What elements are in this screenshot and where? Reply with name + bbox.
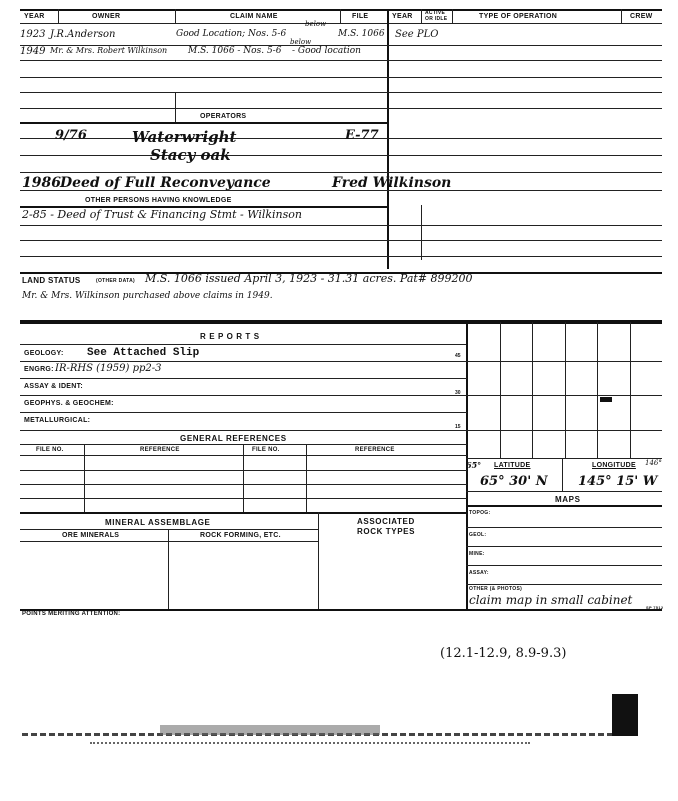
row-line [387, 60, 662, 61]
row-line [466, 546, 662, 547]
owner-row-2-owner: Mr. & Mrs. Robert Wilkinson [50, 46, 168, 55]
header-bottom-line [20, 23, 662, 24]
points-meriting-label: POINTS MERITING ATTENTION: [22, 611, 121, 617]
row-line [20, 430, 467, 431]
grid-line [466, 430, 662, 431]
gr-col-ref1: REFERENCE [140, 447, 180, 453]
row-line [20, 77, 662, 78]
grid-line [466, 361, 662, 362]
col-divider [243, 444, 244, 512]
owner-row-2-claim: M.S. 1066 - Nos. 5-6 [188, 46, 282, 56]
row-line [466, 565, 662, 566]
row-line [20, 344, 467, 345]
gr-col-file2: FILE NO. [252, 447, 280, 453]
row-line [20, 240, 662, 241]
report-geology-num: 45 [455, 353, 461, 359]
row-line [20, 378, 467, 379]
form-number: SP 7512 [646, 605, 664, 610]
operator-ref: E-77 [345, 128, 379, 143]
col-divider [58, 9, 59, 23]
col-divider [421, 9, 422, 23]
grid-col [562, 458, 563, 491]
header-type-of-operation: TYPE OF OPERATION [479, 13, 558, 20]
other-persons-entry: 2-85 - Deed of Trust & Financing Stmt - Wilkinson [22, 208, 302, 221]
report-geophys-label: GEOPHYS. & GEOCHEM: [24, 400, 114, 407]
longitude-label: LONGITUDE [592, 462, 636, 469]
grid-col [500, 322, 501, 458]
land-status-small-label: (OTHER DATA) [96, 278, 135, 284]
report-engrg-label: ENGRG: [24, 366, 54, 373]
grid-location-marker [600, 397, 612, 402]
rock-forming-label: ROCK FORMING, ETC. [200, 532, 281, 539]
other-persons-label: OTHER PERSONS HAVING KNOWLEDGE [85, 197, 232, 204]
owner-row-2-note: below [290, 38, 312, 46]
ore-minerals-label: ORE MINERALS [62, 532, 120, 539]
mineral-title: MINERAL ASSEMBLAGE [105, 518, 211, 527]
row-line [20, 172, 662, 173]
grid-line [466, 395, 662, 396]
owner-row-1-year: 1923 [20, 29, 46, 40]
gr-col-ref2: REFERENCE [355, 447, 395, 453]
maps-other-value: claim map in small cabinet [469, 593, 633, 607]
longitude-value: 145° 15' W [578, 474, 658, 489]
maps-topog: TOPOG: [469, 510, 491, 516]
row-line [466, 527, 662, 528]
col-divider [175, 9, 176, 23]
operator-name2: Stacy oak [150, 146, 231, 164]
owner-row-1-owner: J.R.Anderson [50, 29, 116, 40]
report-metallurgical-label: METALLURGICAL: [24, 417, 91, 424]
row-line [387, 45, 662, 46]
gr-col-file1: FILE NO. [36, 447, 64, 453]
reports-title: R E P O R T S [200, 332, 260, 341]
col-divider-main [387, 9, 389, 269]
grid-line [466, 491, 662, 492]
latitude-value: 65° 30' N [480, 474, 548, 489]
rock-types-label: ROCK TYPES [357, 527, 416, 536]
operators-label: OPERATORS [200, 113, 247, 120]
scan-noise-block [612, 694, 638, 736]
deed-text: Deed of Full Reconveyance [60, 175, 271, 191]
header-claim-name: CLAIM NAME [230, 13, 278, 20]
owner-row-1-claim: Good Location; Nos. 5-6 [176, 29, 287, 39]
grid-col [630, 322, 631, 458]
owner-row-2-ref: - Good location [292, 46, 361, 56]
row-line [20, 138, 662, 139]
grid-line [466, 458, 662, 459]
report-geology-value: See Attached Slip [87, 347, 200, 359]
col-divider [175, 92, 176, 122]
owner-row-1-note: below [305, 20, 327, 28]
land-status-label: LAND STATUS [22, 276, 81, 285]
row-line [20, 108, 662, 109]
scan-noise-band [90, 742, 530, 744]
scan-noise-band [160, 725, 380, 735]
row-line [466, 584, 662, 585]
owner-row-1-extra: See PLO [395, 29, 439, 40]
col-divider [306, 444, 307, 512]
grid-col [597, 322, 598, 458]
report-metallurgical-num: 15 [455, 424, 461, 430]
col-divider [168, 529, 169, 609]
header-active-idle: ACTIVE OR IDLE [425, 10, 448, 22]
maps-other: OTHER (& PHOTOS) [469, 586, 523, 592]
land-status-line2: Mr. & Mrs. Wilkinson purchased above claims in 1949. [22, 291, 273, 301]
row-line [20, 395, 467, 396]
col-divider [318, 512, 319, 609]
operators-line [20, 122, 387, 124]
col-divider [84, 444, 85, 512]
grid-col [532, 322, 533, 458]
maps-label: MAPS [555, 495, 581, 504]
associated-label: ASSOCIATED [357, 517, 415, 526]
longitude-suffix: 146° [645, 459, 662, 467]
maps-line [466, 505, 662, 507]
operator-date: 9/76 [55, 128, 87, 143]
owner-row-2-year: 1949 [20, 46, 46, 57]
latitude-label: LATITUDE [494, 462, 531, 469]
row-line [20, 412, 467, 413]
header-crew: CREW [630, 13, 653, 20]
owner-row-1-ref: M.S. 1066 [338, 29, 385, 39]
report-geology-label: GEOLOGY: [24, 350, 64, 357]
row-line [20, 361, 467, 362]
row-line [20, 225, 662, 226]
footer-coords: (12.1-12.9, 8.9-9.3) [440, 646, 567, 661]
header-year: YEAR [24, 13, 45, 20]
maps-geol: GEOL: [469, 532, 487, 538]
row-line [20, 541, 318, 542]
land-status-line1: M.S. 1066 issued April 3, 1923 - 31.31 acres. Pat# 899200 [145, 272, 473, 285]
header-owner: OWNER [92, 13, 121, 20]
report-assay-num: 30 [455, 390, 461, 396]
header-year2: YEAR [392, 13, 413, 20]
report-engrg-value: IR-RHS (1959) pp2-3 [55, 363, 162, 374]
report-assay-label: ASSAY & IDENT: [24, 383, 84, 390]
col-divider [452, 9, 453, 23]
maps-assay: ASSAY: [469, 570, 489, 576]
row-line [20, 256, 662, 257]
operator-name: Waterwright [132, 128, 237, 146]
header-file: FILE [352, 13, 369, 20]
col-divider [621, 9, 622, 23]
col-divider [421, 205, 422, 260]
deed-year: 1986 [22, 175, 61, 191]
mineral-top-line [20, 512, 467, 514]
grid-left-num: 65° [466, 460, 482, 470]
row-line [20, 155, 662, 156]
col-divider [340, 9, 341, 23]
grid-col [565, 322, 566, 458]
row-line [20, 60, 387, 61]
deed-name: Fred Wilkinson [332, 175, 452, 191]
general-references-title: GENERAL REFERENCES [180, 434, 287, 443]
top-border [20, 9, 662, 11]
maps-mine: MINE: [469, 551, 485, 557]
row-line [20, 92, 662, 93]
row-line [20, 529, 318, 530]
